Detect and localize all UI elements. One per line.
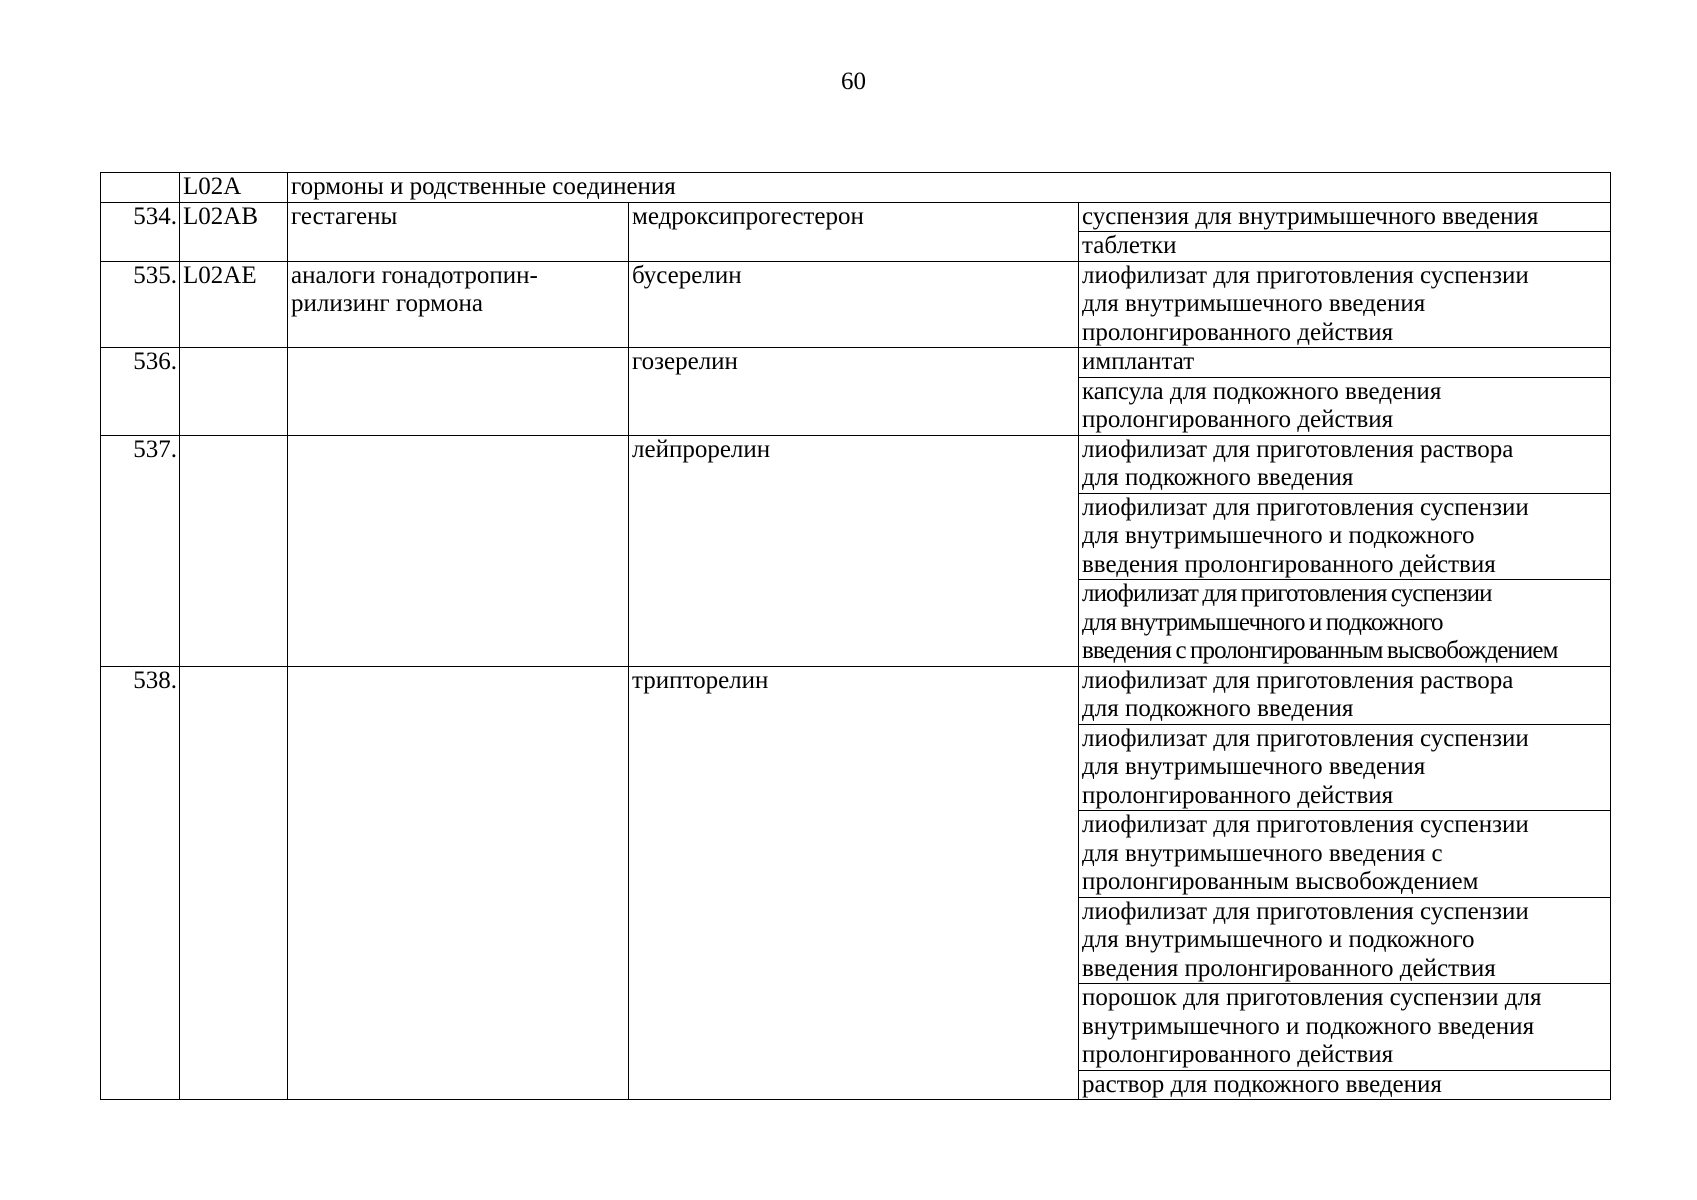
row-number: 535. [101, 261, 180, 348]
dosage-form: лиофилизат для приготовления раствора для подкожного введения [1079, 435, 1611, 493]
dosage-form: раствор для подкожного введения [1079, 1070, 1611, 1100]
dosage-form: лиофилизат для приготовления суспензии для внутримышечного и подкожного введения пролонгированного действия [1079, 897, 1611, 984]
atc-group-name [288, 348, 629, 436]
atc-group-name: аналоги гонадотропин- рилизинг гормона [288, 261, 629, 348]
dosage-form: лиофилизат для приготовления раствора для подкожного введения [1079, 666, 1611, 724]
dosage-form: лиофилизат для приготовления суспензии для внутримышечного введения с пролонгированным высвобождением [1079, 811, 1611, 898]
page-number: 60 [841, 68, 866, 95]
atc-group-name [288, 666, 629, 1100]
drug-name: медроксипрогестерон [629, 202, 1079, 261]
dosage-form: лиофилизат для приготовления суспензии для внутримышечного и подкожного введения с пролонгированным высвобождением [1079, 580, 1611, 667]
row-number: 534. [101, 202, 180, 261]
table-cell-num [101, 173, 180, 203]
dosage-form: лиофилизат для приготовления суспензии для внутримышечного введения пролонгированного действия [1079, 261, 1611, 348]
atc-code [180, 435, 288, 666]
dosage-form: лиофилизат для приготовления суспензии для внутримышечного и подкожного введения пролонгированного действия [1079, 493, 1611, 580]
atc-group-name [288, 435, 629, 666]
drug-name: гозерелин [629, 348, 1079, 436]
dosage-form: капсула для подкожного введения пролонгированного действия [1079, 377, 1611, 435]
table-row [101, 348, 1611, 378]
atc-code: L02A [180, 173, 288, 203]
row-number: 538. [101, 666, 180, 1100]
row-number: 536. [101, 348, 180, 436]
atc-group-name: гестагены [288, 202, 629, 261]
table-row [101, 261, 1611, 348]
dosage-form: порошок для приготовления суспензии для внутримышечного и подкожного введения пролонгированного действия [1079, 984, 1611, 1071]
drug-list-table [100, 172, 1611, 1100]
drug-name: трипторелин [629, 666, 1079, 1100]
table-row [101, 202, 1611, 232]
table-row [101, 435, 1611, 493]
dosage-form: таблетки [1079, 232, 1611, 262]
table-row [101, 666, 1611, 724]
drug-name: бусерелин [629, 261, 1079, 348]
dosage-form: суспензия для внутримышечного введения [1079, 202, 1611, 232]
atc-code: L02AE [180, 261, 288, 348]
atc-group-name: гормоны и родственные соединения [288, 173, 1611, 203]
drug-name: лейпрорелин [629, 435, 1079, 666]
atc-code [180, 348, 288, 436]
atc-code [180, 666, 288, 1100]
row-number: 537. [101, 435, 180, 666]
table-row-group-header [101, 173, 1611, 203]
dosage-form: имплантат [1079, 348, 1611, 378]
atc-code: L02AB [180, 202, 288, 261]
dosage-form: лиофилизат для приготовления суспензии для внутримышечного введения пролонгированного действия [1079, 724, 1611, 811]
